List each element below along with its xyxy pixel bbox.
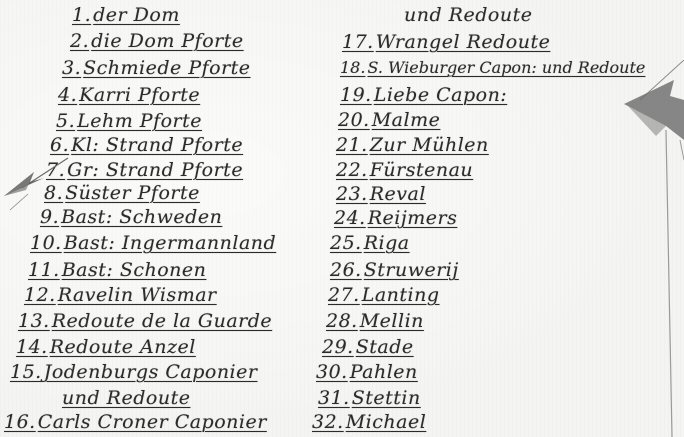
legend-entry-27: 27. Lanting bbox=[328, 284, 440, 306]
legend-entry-15-continued: und Redoute bbox=[62, 387, 191, 409]
legend-entry-10: 10. Bast: Ingermannland bbox=[30, 232, 277, 254]
legend-entry-6: 6. Kl: Strand Pforte bbox=[50, 134, 244, 156]
legend-entry-23: 23. Reval bbox=[336, 183, 426, 205]
legend-entry-14: 14. Redoute Anzel bbox=[16, 336, 196, 358]
legend-entry-1: 1. der Dom bbox=[72, 4, 180, 26]
legend-entry-13: 13. Redoute de la Guarde bbox=[18, 310, 273, 332]
legend-entry-8: 8. Süster Pforte bbox=[44, 182, 200, 204]
legend-entry-19: 19. Liebe Capon: bbox=[340, 84, 508, 106]
legend-entry-7: 7. Gr: Strand Pforte bbox=[46, 159, 244, 181]
legend-entry-28: 28. Mellin bbox=[326, 310, 424, 332]
legend-entry-25: 25. Riga bbox=[330, 232, 410, 254]
legend-entry-29: 29. Stade bbox=[322, 336, 414, 358]
legend-entry-3: 3. Schmiede Pforte bbox=[62, 57, 251, 79]
legend-entry-15: 15. Jodenburgs Caponier bbox=[10, 361, 258, 383]
legend-entry-17: 17. Wrangel Redoute bbox=[342, 31, 551, 53]
legend-entry-22: 22. Fürstenau bbox=[336, 159, 474, 181]
legend-entry-18: 18. S. Wieburger Capon: und Redoute bbox=[340, 58, 646, 77]
right-arrow-icon bbox=[610, 60, 684, 437]
legend-entry-12: 12. Ravelin Wismar bbox=[24, 284, 217, 306]
legend-entry-32: 32. Michael bbox=[312, 411, 427, 433]
legend-entry-30: 30. Pahlen bbox=[316, 361, 418, 383]
legend-entry-26: 26. Struwerij bbox=[330, 259, 459, 281]
legend-entry-31: 31. Stettin bbox=[318, 387, 421, 409]
legend-entry-20: 20. Malme bbox=[338, 109, 441, 131]
legend-entry-16-continued: und Redoute bbox=[404, 4, 533, 26]
legend-entry-5: 5. Lehm Pforte bbox=[56, 110, 203, 132]
legend-entry-11: 11. Bast: Schonen bbox=[28, 259, 207, 281]
legend-entry-21: 21. Zur Mühlen bbox=[336, 134, 489, 156]
legend-entry-2: 2. die Dom Pforte bbox=[70, 30, 244, 52]
legend-entry-9: 9. Bast: Schweden bbox=[40, 206, 223, 228]
legend-entry-24: 24. Reijmers bbox=[334, 207, 458, 229]
left-arrow-icon bbox=[0, 150, 70, 220]
legend-entry-16: 16. Carls Croner Caponier bbox=[4, 411, 267, 433]
legend-entry-4: 4. Karri Pforte bbox=[58, 84, 201, 106]
